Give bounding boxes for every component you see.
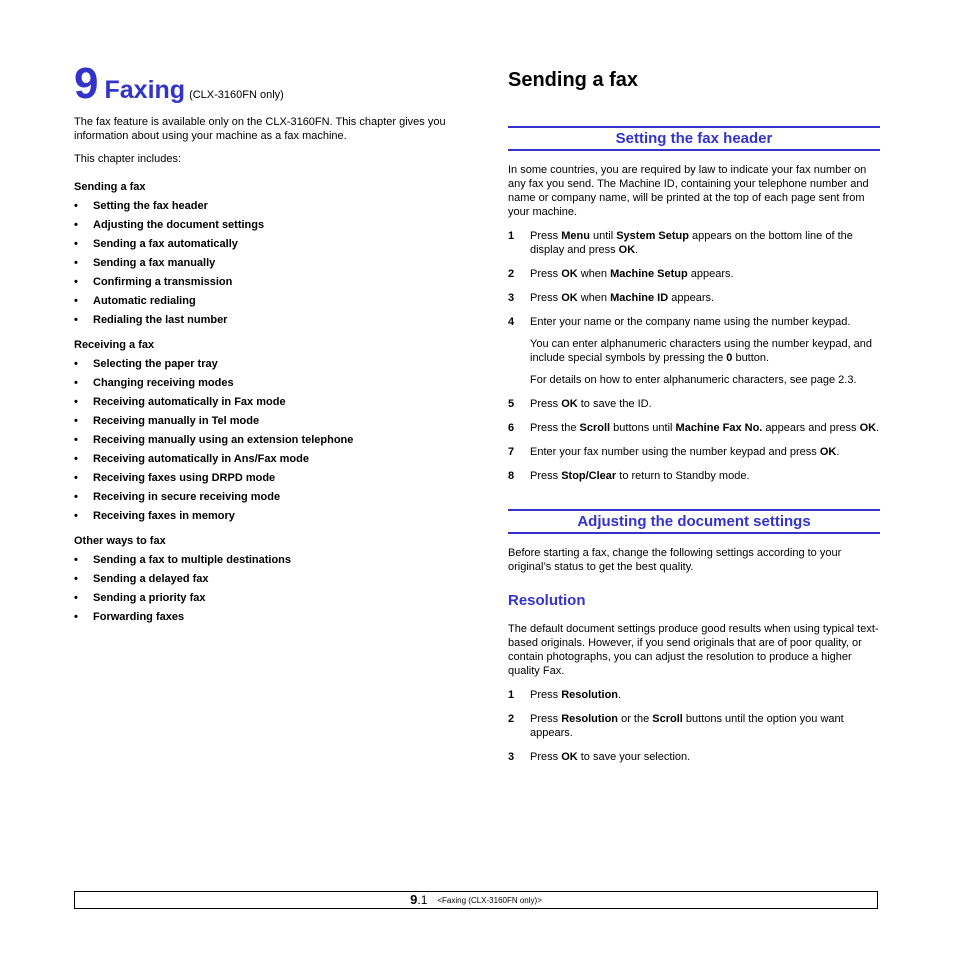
step-body [530, 469, 880, 483]
toc-item[interactable]: • Confirming a transmission [74, 276, 454, 289]
step-body [530, 315, 880, 329]
step-body [530, 688, 880, 702]
toc-item[interactable]: • Adjusting the document settings [74, 219, 454, 232]
step-text: Enter your name or the company name using the number keypad. [530, 316, 851, 328]
step-keyword: OK [561, 751, 578, 763]
step-text: Press [530, 292, 562, 304]
step-text: Press [530, 713, 562, 725]
step-text: to save the ID. [577, 398, 652, 410]
step-item [508, 267, 880, 281]
toc-list [74, 200, 454, 327]
toc-item[interactable]: • Receiving manually using an extension telephone [74, 434, 454, 447]
toc-list [74, 554, 454, 624]
doc-settings-intro: Before starting a fax, change the following settings according to your original’s status to get the best quality. [508, 547, 842, 573]
step-text: to return to Standby mode. [616, 470, 750, 482]
page-number-sub: .1 [417, 893, 428, 907]
toc-item[interactable]: • Sending a fax to multiple destinations [74, 554, 454, 567]
toc-group-sending [74, 181, 454, 327]
subsection-heading-fax-header: Setting the fax header [508, 126, 880, 151]
step-number: 3 [508, 292, 515, 304]
step-text: . [635, 244, 639, 256]
subsection-heading-doc-settings: Adjusting the document settings [508, 509, 880, 534]
step-text: when [577, 268, 611, 280]
step-number: 8 [508, 470, 515, 482]
fax-header-steps [508, 229, 880, 483]
toc-item[interactable]: • Receiving manually in Tel mode [74, 415, 454, 428]
step-text: appears. [668, 292, 715, 304]
step-text: appears and press [762, 422, 860, 434]
step-number: 2 [508, 713, 515, 725]
step-item [508, 750, 880, 764]
step-text: to save your selection. [577, 751, 691, 763]
toc-item[interactable]: • Setting the fax header [74, 200, 454, 213]
step-keyword: Stop/Clear [561, 470, 617, 482]
step-text: Press [530, 470, 562, 482]
toc-group-heading[interactable]: Sending a fax [74, 180, 146, 193]
chapter-note: (CLX-3160FN only) [189, 89, 284, 101]
step-note [530, 337, 880, 365]
step-text: or the [618, 713, 653, 725]
toc-item[interactable]: • Sending a priority fax [74, 592, 454, 605]
toc-item[interactable]: • Sending a delayed fax [74, 573, 454, 586]
step-keyword: OK [561, 268, 578, 280]
step-text: . [618, 689, 622, 701]
step-keyword: Scroll [579, 422, 611, 434]
step-keyword: OK [561, 292, 578, 304]
step-item [508, 421, 880, 435]
toc-item[interactable]: • Selecting the paper tray [74, 358, 454, 371]
step-keyword: Menu [561, 230, 590, 242]
page-footer [74, 891, 878, 909]
step-number: 3 [508, 751, 515, 763]
step-text: buttons until [610, 422, 676, 434]
step-text: appears. [687, 268, 734, 280]
step-item [508, 315, 880, 387]
toc-group-heading[interactable]: Receiving a fax [74, 338, 155, 351]
step-text: Enter your fax number using the number keypad and press [530, 446, 820, 458]
step-keyword: OK [618, 244, 636, 256]
step-number: 1 [508, 230, 515, 242]
toc-item[interactable]: • Sending a fax automatically [74, 238, 454, 251]
chapter-number: 9 [74, 59, 99, 108]
step-body [530, 291, 880, 305]
step-text: Press [530, 689, 562, 701]
chapter-includes-label: This chapter includes: [74, 153, 181, 165]
step-text: Press [530, 268, 562, 280]
toc-item[interactable]: • Receiving faxes using DRPD mode [74, 472, 454, 485]
step-body [530, 712, 880, 740]
step-text: Press [530, 398, 562, 410]
step-item [508, 688, 880, 702]
step-text: until [589, 230, 617, 242]
step-keyword: System Setup [616, 230, 689, 242]
step-keyword: 0 [726, 352, 733, 364]
step-number: 1 [508, 689, 515, 701]
chapter-name: Faxing [104, 76, 186, 104]
step-text: appears on the bottom line of the display and press [530, 230, 853, 256]
toc-item[interactable]: • Receiving faxes in memory [74, 510, 454, 523]
step-body [530, 397, 880, 411]
resolution-heading: Resolution [508, 592, 586, 609]
toc-list [74, 358, 454, 523]
chapter-title [74, 59, 454, 108]
step-number: 2 [508, 268, 515, 280]
toc-group-heading[interactable]: Other ways to fax [74, 534, 166, 547]
step-item [508, 397, 880, 411]
step-text: Press the [530, 422, 580, 434]
step-text: . [876, 422, 880, 434]
content-column [508, 68, 880, 764]
step-item [508, 712, 880, 740]
step-body [530, 750, 880, 764]
step-keyword: Machine Setup [610, 268, 688, 280]
toc-item[interactable]: • Changing receiving modes [74, 377, 454, 390]
toc-group-other [74, 535, 454, 624]
step-text: button. [732, 352, 770, 364]
resolution-steps [508, 688, 880, 764]
toc-group-receiving [74, 339, 454, 523]
toc-item[interactable]: • Automatic redialing [74, 295, 454, 308]
step-keyword: Machine ID [610, 292, 669, 304]
step-keyword: OK [561, 398, 578, 410]
step-item [508, 291, 880, 305]
chapter-column [74, 59, 454, 624]
step-item [508, 229, 880, 257]
toc-item[interactable]: • Receiving automatically in Ans/Fax mode [74, 453, 454, 466]
step-body [530, 229, 880, 257]
step-note [530, 373, 880, 387]
step-keyword: OK [859, 422, 877, 434]
step-item [508, 445, 880, 459]
section-title: Sending a fax [508, 69, 639, 91]
step-keyword: Resolution [561, 713, 619, 725]
step-keyword: OK [819, 446, 837, 458]
step-number: 7 [508, 446, 515, 458]
step-text: Press [530, 230, 562, 242]
step-text: when [577, 292, 611, 304]
step-number: 4 [508, 316, 515, 328]
footer-note: <Faxing (CLX-3160FN only)> [437, 896, 542, 905]
step-number: 6 [508, 422, 515, 434]
step-item [508, 469, 880, 483]
toc-item[interactable]: • Sending a fax manually [74, 257, 454, 270]
toc-item[interactable]: • Forwarding faxes [74, 611, 454, 624]
chapter-intro: The fax feature is available only on the CLX-3160FN. This chapter gives you information about using your machine as a fax machine. [74, 116, 446, 142]
step-text: buttons until the option you want appears. [530, 713, 844, 739]
step-body [530, 267, 880, 281]
toc-item[interactable]: • Redialing the last number [74, 314, 454, 327]
step-text: Press [530, 751, 562, 763]
step-body [530, 445, 880, 459]
fax-header-intro: In some countries, you are required by law to indicate your fax number on any fax you send. The Machine ID, containing your telephone number and name or company name, will be printed at the top of each page sent from your machine. [508, 164, 869, 218]
step-keyword: Scroll [652, 713, 683, 725]
step-keyword: Resolution [561, 689, 619, 701]
step-text: For details on how to enter alphanumeric characters, see page 2.3. [530, 374, 857, 386]
step-body [530, 421, 880, 435]
step-text: . [836, 446, 840, 458]
resolution-intro: The default document settings produce good results when using typical text-based originals. However, if you send originals that are of poor quality, or contain photographs, you can adjust the resolution to produce a higher quality Fax. [508, 623, 879, 677]
toc-item[interactable]: • Receiving in secure receiving mode [74, 491, 454, 504]
step-text: You can enter alphanumeric characters using the number keypad, and include special symbols by pressing the [530, 338, 873, 364]
step-number: 5 [508, 398, 515, 410]
step-keyword: Machine Fax No. [675, 422, 763, 434]
page-number-chapter: 9 [410, 892, 418, 907]
toc-item[interactable]: • Receiving automatically in Fax mode [74, 396, 454, 409]
